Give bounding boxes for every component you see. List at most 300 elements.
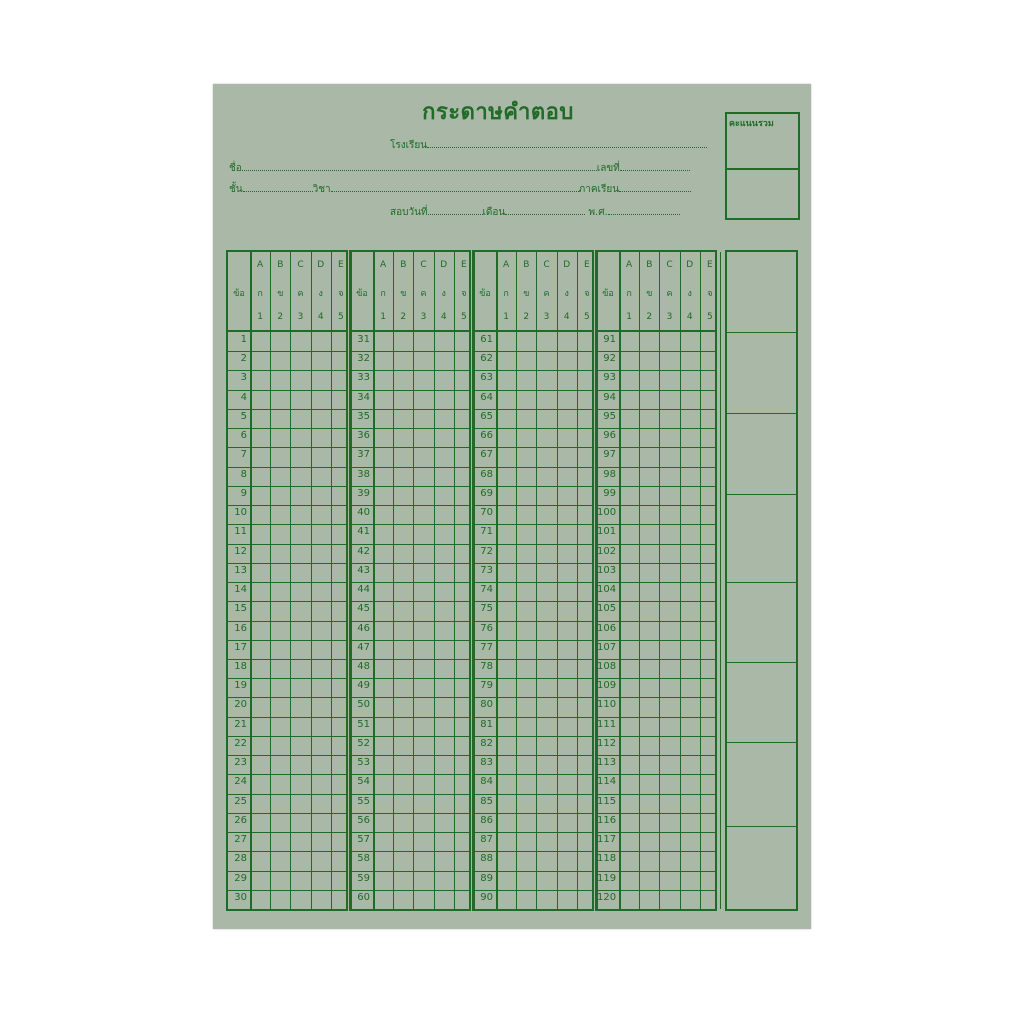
answer-bubble[interactable] xyxy=(393,428,413,447)
answer-bubble[interactable] xyxy=(577,390,597,409)
answer-bubble[interactable] xyxy=(331,813,351,832)
answer-bubble[interactable] xyxy=(659,871,679,890)
answer-bubble[interactable] xyxy=(250,794,270,813)
answer-bubble[interactable] xyxy=(311,755,331,774)
answer-bubble[interactable] xyxy=(434,351,454,370)
answer-bubble[interactable] xyxy=(516,736,536,755)
answer-bubble[interactable] xyxy=(373,563,393,582)
answer-bubble[interactable] xyxy=(454,813,474,832)
answer-bubble[interactable] xyxy=(680,428,700,447)
answer-bubble[interactable] xyxy=(290,890,310,909)
answer-bubble[interactable] xyxy=(516,447,536,466)
answer-bubble[interactable] xyxy=(700,467,720,486)
answer-bubble[interactable] xyxy=(331,544,351,563)
answer-bubble[interactable] xyxy=(680,332,700,351)
answer-bubble[interactable] xyxy=(536,601,556,620)
answer-bubble[interactable] xyxy=(290,621,310,640)
answer-bubble[interactable] xyxy=(659,505,679,524)
answer-bubble[interactable] xyxy=(516,755,536,774)
answer-bubble[interactable] xyxy=(393,871,413,890)
answer-bubble[interactable] xyxy=(373,582,393,601)
answer-bubble[interactable] xyxy=(454,505,474,524)
answer-bubble[interactable] xyxy=(700,794,720,813)
answer-bubble[interactable] xyxy=(516,467,536,486)
answer-bubble[interactable] xyxy=(373,640,393,659)
answer-bubble[interactable] xyxy=(290,794,310,813)
answer-bubble[interactable] xyxy=(557,601,577,620)
answer-bubble[interactable] xyxy=(413,390,433,409)
answer-bubble[interactable] xyxy=(680,813,700,832)
answer-bubble[interactable] xyxy=(454,717,474,736)
answer-bubble[interactable] xyxy=(270,370,290,389)
answer-bubble[interactable] xyxy=(680,697,700,716)
answer-bubble[interactable] xyxy=(290,544,310,563)
answer-bubble[interactable] xyxy=(250,351,270,370)
answer-bubble[interactable] xyxy=(680,851,700,870)
answer-bubble[interactable] xyxy=(270,409,290,428)
answer-bubble[interactable] xyxy=(250,428,270,447)
answer-bubble[interactable] xyxy=(393,851,413,870)
answer-bubble[interactable] xyxy=(680,351,700,370)
answer-bubble[interactable] xyxy=(536,774,556,793)
answer-bubble[interactable] xyxy=(496,332,516,351)
answer-bubble[interactable] xyxy=(680,447,700,466)
answer-bubble[interactable] xyxy=(331,794,351,813)
answer-bubble[interactable] xyxy=(250,736,270,755)
answer-bubble[interactable] xyxy=(577,505,597,524)
answer-bubble[interactable] xyxy=(680,486,700,505)
answer-bubble[interactable] xyxy=(454,774,474,793)
answer-bubble[interactable] xyxy=(454,524,474,543)
answer-bubble[interactable] xyxy=(496,428,516,447)
answer-bubble[interactable] xyxy=(413,370,433,389)
answer-bubble[interactable] xyxy=(639,601,659,620)
answer-bubble[interactable] xyxy=(557,544,577,563)
answer-bubble[interactable] xyxy=(659,563,679,582)
answer-bubble[interactable] xyxy=(577,563,597,582)
answer-bubble[interactable] xyxy=(700,486,720,505)
answer-bubble[interactable] xyxy=(516,621,536,640)
answer-bubble[interactable] xyxy=(557,505,577,524)
answer-bubble[interactable] xyxy=(290,774,310,793)
answer-bubble[interactable] xyxy=(434,832,454,851)
answer-bubble[interactable] xyxy=(250,890,270,909)
answer-bubble[interactable] xyxy=(577,794,597,813)
answer-bubble[interactable] xyxy=(250,601,270,620)
answer-bubble[interactable] xyxy=(577,659,597,678)
answer-bubble[interactable] xyxy=(516,871,536,890)
answer-bubble[interactable] xyxy=(250,390,270,409)
answer-bubble[interactable] xyxy=(659,813,679,832)
answer-bubble[interactable] xyxy=(413,871,433,890)
answer-bubble[interactable] xyxy=(393,621,413,640)
answer-bubble[interactable] xyxy=(496,467,516,486)
answer-bubble[interactable] xyxy=(700,659,720,678)
answer-bubble[interactable] xyxy=(393,332,413,351)
answer-bubble[interactable] xyxy=(454,678,474,697)
answer-bubble[interactable] xyxy=(496,370,516,389)
answer-bubble[interactable] xyxy=(619,332,639,351)
answer-bubble[interactable] xyxy=(373,851,393,870)
answer-bubble[interactable] xyxy=(619,601,639,620)
answer-bubble[interactable] xyxy=(536,890,556,909)
answer-bubble[interactable] xyxy=(577,621,597,640)
answer-bubble[interactable] xyxy=(639,659,659,678)
answer-bubble[interactable] xyxy=(557,467,577,486)
answer-bubble[interactable] xyxy=(393,755,413,774)
answer-bubble[interactable] xyxy=(619,370,639,389)
answer-bubble[interactable] xyxy=(536,447,556,466)
answer-bubble[interactable] xyxy=(434,736,454,755)
answer-bubble[interactable] xyxy=(413,659,433,678)
answer-bubble[interactable] xyxy=(577,428,597,447)
answer-bubble[interactable] xyxy=(454,582,474,601)
answer-bubble[interactable] xyxy=(413,601,433,620)
answer-bubble[interactable] xyxy=(619,813,639,832)
answer-bubble[interactable] xyxy=(536,544,556,563)
answer-bubble[interactable] xyxy=(454,832,474,851)
answer-bubble[interactable] xyxy=(536,524,556,543)
answer-bubble[interactable] xyxy=(536,717,556,736)
answer-bubble[interactable] xyxy=(311,582,331,601)
answer-bubble[interactable] xyxy=(454,409,474,428)
answer-bubble[interactable] xyxy=(331,447,351,466)
answer-bubble[interactable] xyxy=(577,813,597,832)
answer-bubble[interactable] xyxy=(270,390,290,409)
answer-bubble[interactable] xyxy=(434,717,454,736)
answer-bubble[interactable] xyxy=(577,467,597,486)
answer-bubble[interactable] xyxy=(700,447,720,466)
answer-bubble[interactable] xyxy=(311,505,331,524)
answer-bubble[interactable] xyxy=(659,486,679,505)
answer-bubble[interactable] xyxy=(393,467,413,486)
answer-bubble[interactable] xyxy=(700,332,720,351)
answer-bubble[interactable] xyxy=(700,370,720,389)
answer-bubble[interactable] xyxy=(290,582,310,601)
answer-bubble[interactable] xyxy=(557,813,577,832)
answer-bubble[interactable] xyxy=(270,794,290,813)
answer-bubble[interactable] xyxy=(577,544,597,563)
answer-bubble[interactable] xyxy=(290,428,310,447)
answer-bubble[interactable] xyxy=(516,774,536,793)
answer-bubble[interactable] xyxy=(290,486,310,505)
answer-bubble[interactable] xyxy=(700,890,720,909)
answer-bubble[interactable] xyxy=(270,505,290,524)
answer-bubble[interactable] xyxy=(413,332,433,351)
answer-bubble[interactable] xyxy=(700,409,720,428)
answer-bubble[interactable] xyxy=(577,697,597,716)
answer-bubble[interactable] xyxy=(659,390,679,409)
answer-bubble[interactable] xyxy=(331,390,351,409)
answer-bubble[interactable] xyxy=(659,467,679,486)
answer-bubble[interactable] xyxy=(516,697,536,716)
answer-bubble[interactable] xyxy=(393,832,413,851)
answer-bubble[interactable] xyxy=(516,794,536,813)
answer-bubble[interactable] xyxy=(516,601,536,620)
answer-bubble[interactable] xyxy=(680,601,700,620)
answer-bubble[interactable] xyxy=(536,409,556,428)
answer-bubble[interactable] xyxy=(373,774,393,793)
answer-bubble[interactable] xyxy=(290,601,310,620)
answer-bubble[interactable] xyxy=(577,871,597,890)
answer-bubble[interactable] xyxy=(639,717,659,736)
answer-bubble[interactable] xyxy=(290,832,310,851)
answer-bubble[interactable] xyxy=(639,621,659,640)
answer-bubble[interactable] xyxy=(516,428,536,447)
answer-bubble[interactable] xyxy=(577,601,597,620)
answer-bubble[interactable] xyxy=(454,640,474,659)
answer-bubble[interactable] xyxy=(250,447,270,466)
answer-bubble[interactable] xyxy=(434,813,454,832)
answer-bubble[interactable] xyxy=(434,621,454,640)
answer-bubble[interactable] xyxy=(639,774,659,793)
answer-bubble[interactable] xyxy=(619,544,639,563)
answer-bubble[interactable] xyxy=(516,890,536,909)
answer-bubble[interactable] xyxy=(434,601,454,620)
answer-bubble[interactable] xyxy=(577,486,597,505)
answer-bubble[interactable] xyxy=(639,736,659,755)
answer-bubble[interactable] xyxy=(700,832,720,851)
answer-bubble[interactable] xyxy=(680,621,700,640)
answer-bubble[interactable] xyxy=(659,351,679,370)
answer-bubble[interactable] xyxy=(619,890,639,909)
answer-bubble[interactable] xyxy=(516,524,536,543)
answer-bubble[interactable] xyxy=(496,755,516,774)
answer-bubble[interactable] xyxy=(557,370,577,389)
answer-bubble[interactable] xyxy=(434,774,454,793)
answer-bubble[interactable] xyxy=(250,621,270,640)
answer-bubble[interactable] xyxy=(250,582,270,601)
answer-bubble[interactable] xyxy=(639,332,659,351)
answer-bubble[interactable] xyxy=(331,428,351,447)
answer-bubble[interactable] xyxy=(577,717,597,736)
answer-bubble[interactable] xyxy=(557,582,577,601)
answer-bubble[interactable] xyxy=(700,774,720,793)
answer-bubble[interactable] xyxy=(619,351,639,370)
answer-bubble[interactable] xyxy=(270,697,290,716)
answer-bubble[interactable] xyxy=(393,524,413,543)
answer-bubble[interactable] xyxy=(639,447,659,466)
answer-bubble[interactable] xyxy=(700,697,720,716)
answer-bubble[interactable] xyxy=(700,563,720,582)
answer-bubble[interactable] xyxy=(536,582,556,601)
answer-bubble[interactable] xyxy=(434,871,454,890)
answer-bubble[interactable] xyxy=(331,524,351,543)
answer-bubble[interactable] xyxy=(557,332,577,351)
answer-bubble[interactable] xyxy=(496,736,516,755)
answer-bubble[interactable] xyxy=(270,351,290,370)
answer-bubble[interactable] xyxy=(270,621,290,640)
answer-bubble[interactable] xyxy=(700,621,720,640)
answer-bubble[interactable] xyxy=(413,351,433,370)
answer-bubble[interactable] xyxy=(434,486,454,505)
answer-bubble[interactable] xyxy=(250,659,270,678)
answer-bubble[interactable] xyxy=(496,832,516,851)
answer-bubble[interactable] xyxy=(413,524,433,543)
answer-bubble[interactable] xyxy=(373,813,393,832)
answer-bubble[interactable] xyxy=(270,447,290,466)
answer-bubble[interactable] xyxy=(454,390,474,409)
answer-bubble[interactable] xyxy=(516,409,536,428)
answer-bubble[interactable] xyxy=(680,390,700,409)
answer-bubble[interactable] xyxy=(496,851,516,870)
answer-bubble[interactable] xyxy=(496,774,516,793)
answer-bubble[interactable] xyxy=(619,640,639,659)
answer-bubble[interactable] xyxy=(557,697,577,716)
answer-bubble[interactable] xyxy=(680,794,700,813)
answer-bubble[interactable] xyxy=(536,871,556,890)
answer-bubble[interactable] xyxy=(700,544,720,563)
answer-bubble[interactable] xyxy=(331,717,351,736)
answer-bubble[interactable] xyxy=(680,582,700,601)
answer-bubble[interactable] xyxy=(536,486,556,505)
answer-bubble[interactable] xyxy=(557,890,577,909)
answer-bubble[interactable] xyxy=(619,563,639,582)
answer-bubble[interactable] xyxy=(619,447,639,466)
answer-bubble[interactable] xyxy=(619,871,639,890)
answer-bubble[interactable] xyxy=(536,428,556,447)
answer-bubble[interactable] xyxy=(270,890,290,909)
answer-bubble[interactable] xyxy=(413,755,433,774)
answer-bubble[interactable] xyxy=(270,755,290,774)
answer-bubble[interactable] xyxy=(639,370,659,389)
answer-bubble[interactable] xyxy=(373,544,393,563)
answer-bubble[interactable] xyxy=(311,428,331,447)
answer-bubble[interactable] xyxy=(496,582,516,601)
answer-bubble[interactable] xyxy=(311,697,331,716)
answer-bubble[interactable] xyxy=(659,755,679,774)
answer-bubble[interactable] xyxy=(700,640,720,659)
answer-bubble[interactable] xyxy=(393,640,413,659)
answer-bubble[interactable] xyxy=(496,813,516,832)
answer-bubble[interactable] xyxy=(639,697,659,716)
answer-bubble[interactable] xyxy=(434,409,454,428)
answer-bubble[interactable] xyxy=(619,505,639,524)
answer-bubble[interactable] xyxy=(290,678,310,697)
answer-bubble[interactable] xyxy=(639,505,659,524)
answer-bubble[interactable] xyxy=(639,544,659,563)
answer-bubble[interactable] xyxy=(516,505,536,524)
answer-bubble[interactable] xyxy=(557,390,577,409)
answer-bubble[interactable] xyxy=(557,447,577,466)
answer-bubble[interactable] xyxy=(639,428,659,447)
answer-bubble[interactable] xyxy=(290,755,310,774)
answer-bubble[interactable] xyxy=(700,524,720,543)
answer-bubble[interactable] xyxy=(270,467,290,486)
answer-bubble[interactable] xyxy=(373,697,393,716)
answer-bubble[interactable] xyxy=(496,621,516,640)
answer-bubble[interactable] xyxy=(413,640,433,659)
answer-bubble[interactable] xyxy=(516,563,536,582)
answer-bubble[interactable] xyxy=(680,544,700,563)
answer-bubble[interactable] xyxy=(577,832,597,851)
answer-bubble[interactable] xyxy=(434,390,454,409)
answer-bubble[interactable] xyxy=(393,813,413,832)
answer-bubble[interactable] xyxy=(536,697,556,716)
answer-bubble[interactable] xyxy=(290,659,310,678)
answer-bubble[interactable] xyxy=(557,717,577,736)
answer-bubble[interactable] xyxy=(250,851,270,870)
answer-bubble[interactable] xyxy=(577,890,597,909)
answer-bubble[interactable] xyxy=(270,428,290,447)
answer-bubble[interactable] xyxy=(270,678,290,697)
answer-bubble[interactable] xyxy=(557,351,577,370)
answer-bubble[interactable] xyxy=(331,601,351,620)
answer-bubble[interactable] xyxy=(311,332,331,351)
answer-bubble[interactable] xyxy=(496,351,516,370)
answer-bubble[interactable] xyxy=(700,717,720,736)
answer-bubble[interactable] xyxy=(639,755,659,774)
answer-bubble[interactable] xyxy=(577,447,597,466)
answer-bubble[interactable] xyxy=(536,851,556,870)
answer-bubble[interactable] xyxy=(290,505,310,524)
answer-bubble[interactable] xyxy=(516,659,536,678)
answer-bubble[interactable] xyxy=(270,659,290,678)
answer-bubble[interactable] xyxy=(619,621,639,640)
answer-bubble[interactable] xyxy=(680,871,700,890)
answer-bubble[interactable] xyxy=(250,370,270,389)
answer-bubble[interactable] xyxy=(270,736,290,755)
answer-bubble[interactable] xyxy=(270,582,290,601)
answer-bubble[interactable] xyxy=(311,851,331,870)
answer-bubble[interactable] xyxy=(659,428,679,447)
answer-bubble[interactable] xyxy=(700,428,720,447)
answer-bubble[interactable] xyxy=(700,678,720,697)
answer-bubble[interactable] xyxy=(680,505,700,524)
answer-bubble[interactable] xyxy=(639,871,659,890)
answer-bubble[interactable] xyxy=(680,370,700,389)
answer-bubble[interactable] xyxy=(619,794,639,813)
answer-bubble[interactable] xyxy=(311,794,331,813)
answer-bubble[interactable] xyxy=(270,544,290,563)
answer-bubble[interactable] xyxy=(373,871,393,890)
answer-bubble[interactable] xyxy=(413,678,433,697)
answer-bubble[interactable] xyxy=(454,351,474,370)
answer-bubble[interactable] xyxy=(250,505,270,524)
answer-bubble[interactable] xyxy=(639,409,659,428)
answer-bubble[interactable] xyxy=(311,563,331,582)
answer-bubble[interactable] xyxy=(557,428,577,447)
answer-bubble[interactable] xyxy=(413,851,433,870)
answer-bubble[interactable] xyxy=(413,736,433,755)
answer-bubble[interactable] xyxy=(290,697,310,716)
answer-bubble[interactable] xyxy=(639,640,659,659)
answer-bubble[interactable] xyxy=(331,640,351,659)
answer-bubble[interactable] xyxy=(290,447,310,466)
answer-bubble[interactable] xyxy=(290,871,310,890)
answer-bubble[interactable] xyxy=(250,832,270,851)
answer-bubble[interactable] xyxy=(536,370,556,389)
answer-bubble[interactable] xyxy=(250,755,270,774)
answer-bubble[interactable] xyxy=(536,736,556,755)
answer-bubble[interactable] xyxy=(557,640,577,659)
answer-bubble[interactable] xyxy=(434,890,454,909)
answer-bubble[interactable] xyxy=(373,794,393,813)
answer-bubble[interactable] xyxy=(536,755,556,774)
answer-bubble[interactable] xyxy=(413,544,433,563)
answer-bubble[interactable] xyxy=(619,467,639,486)
answer-bubble[interactable] xyxy=(393,351,413,370)
answer-bubble[interactable] xyxy=(311,832,331,851)
answer-bubble[interactable] xyxy=(311,621,331,640)
answer-bubble[interactable] xyxy=(659,851,679,870)
answer-bubble[interactable] xyxy=(250,467,270,486)
answer-bubble[interactable] xyxy=(393,370,413,389)
answer-bubble[interactable] xyxy=(250,813,270,832)
answer-bubble[interactable] xyxy=(454,332,474,351)
answer-bubble[interactable] xyxy=(250,697,270,716)
answer-bubble[interactable] xyxy=(659,717,679,736)
